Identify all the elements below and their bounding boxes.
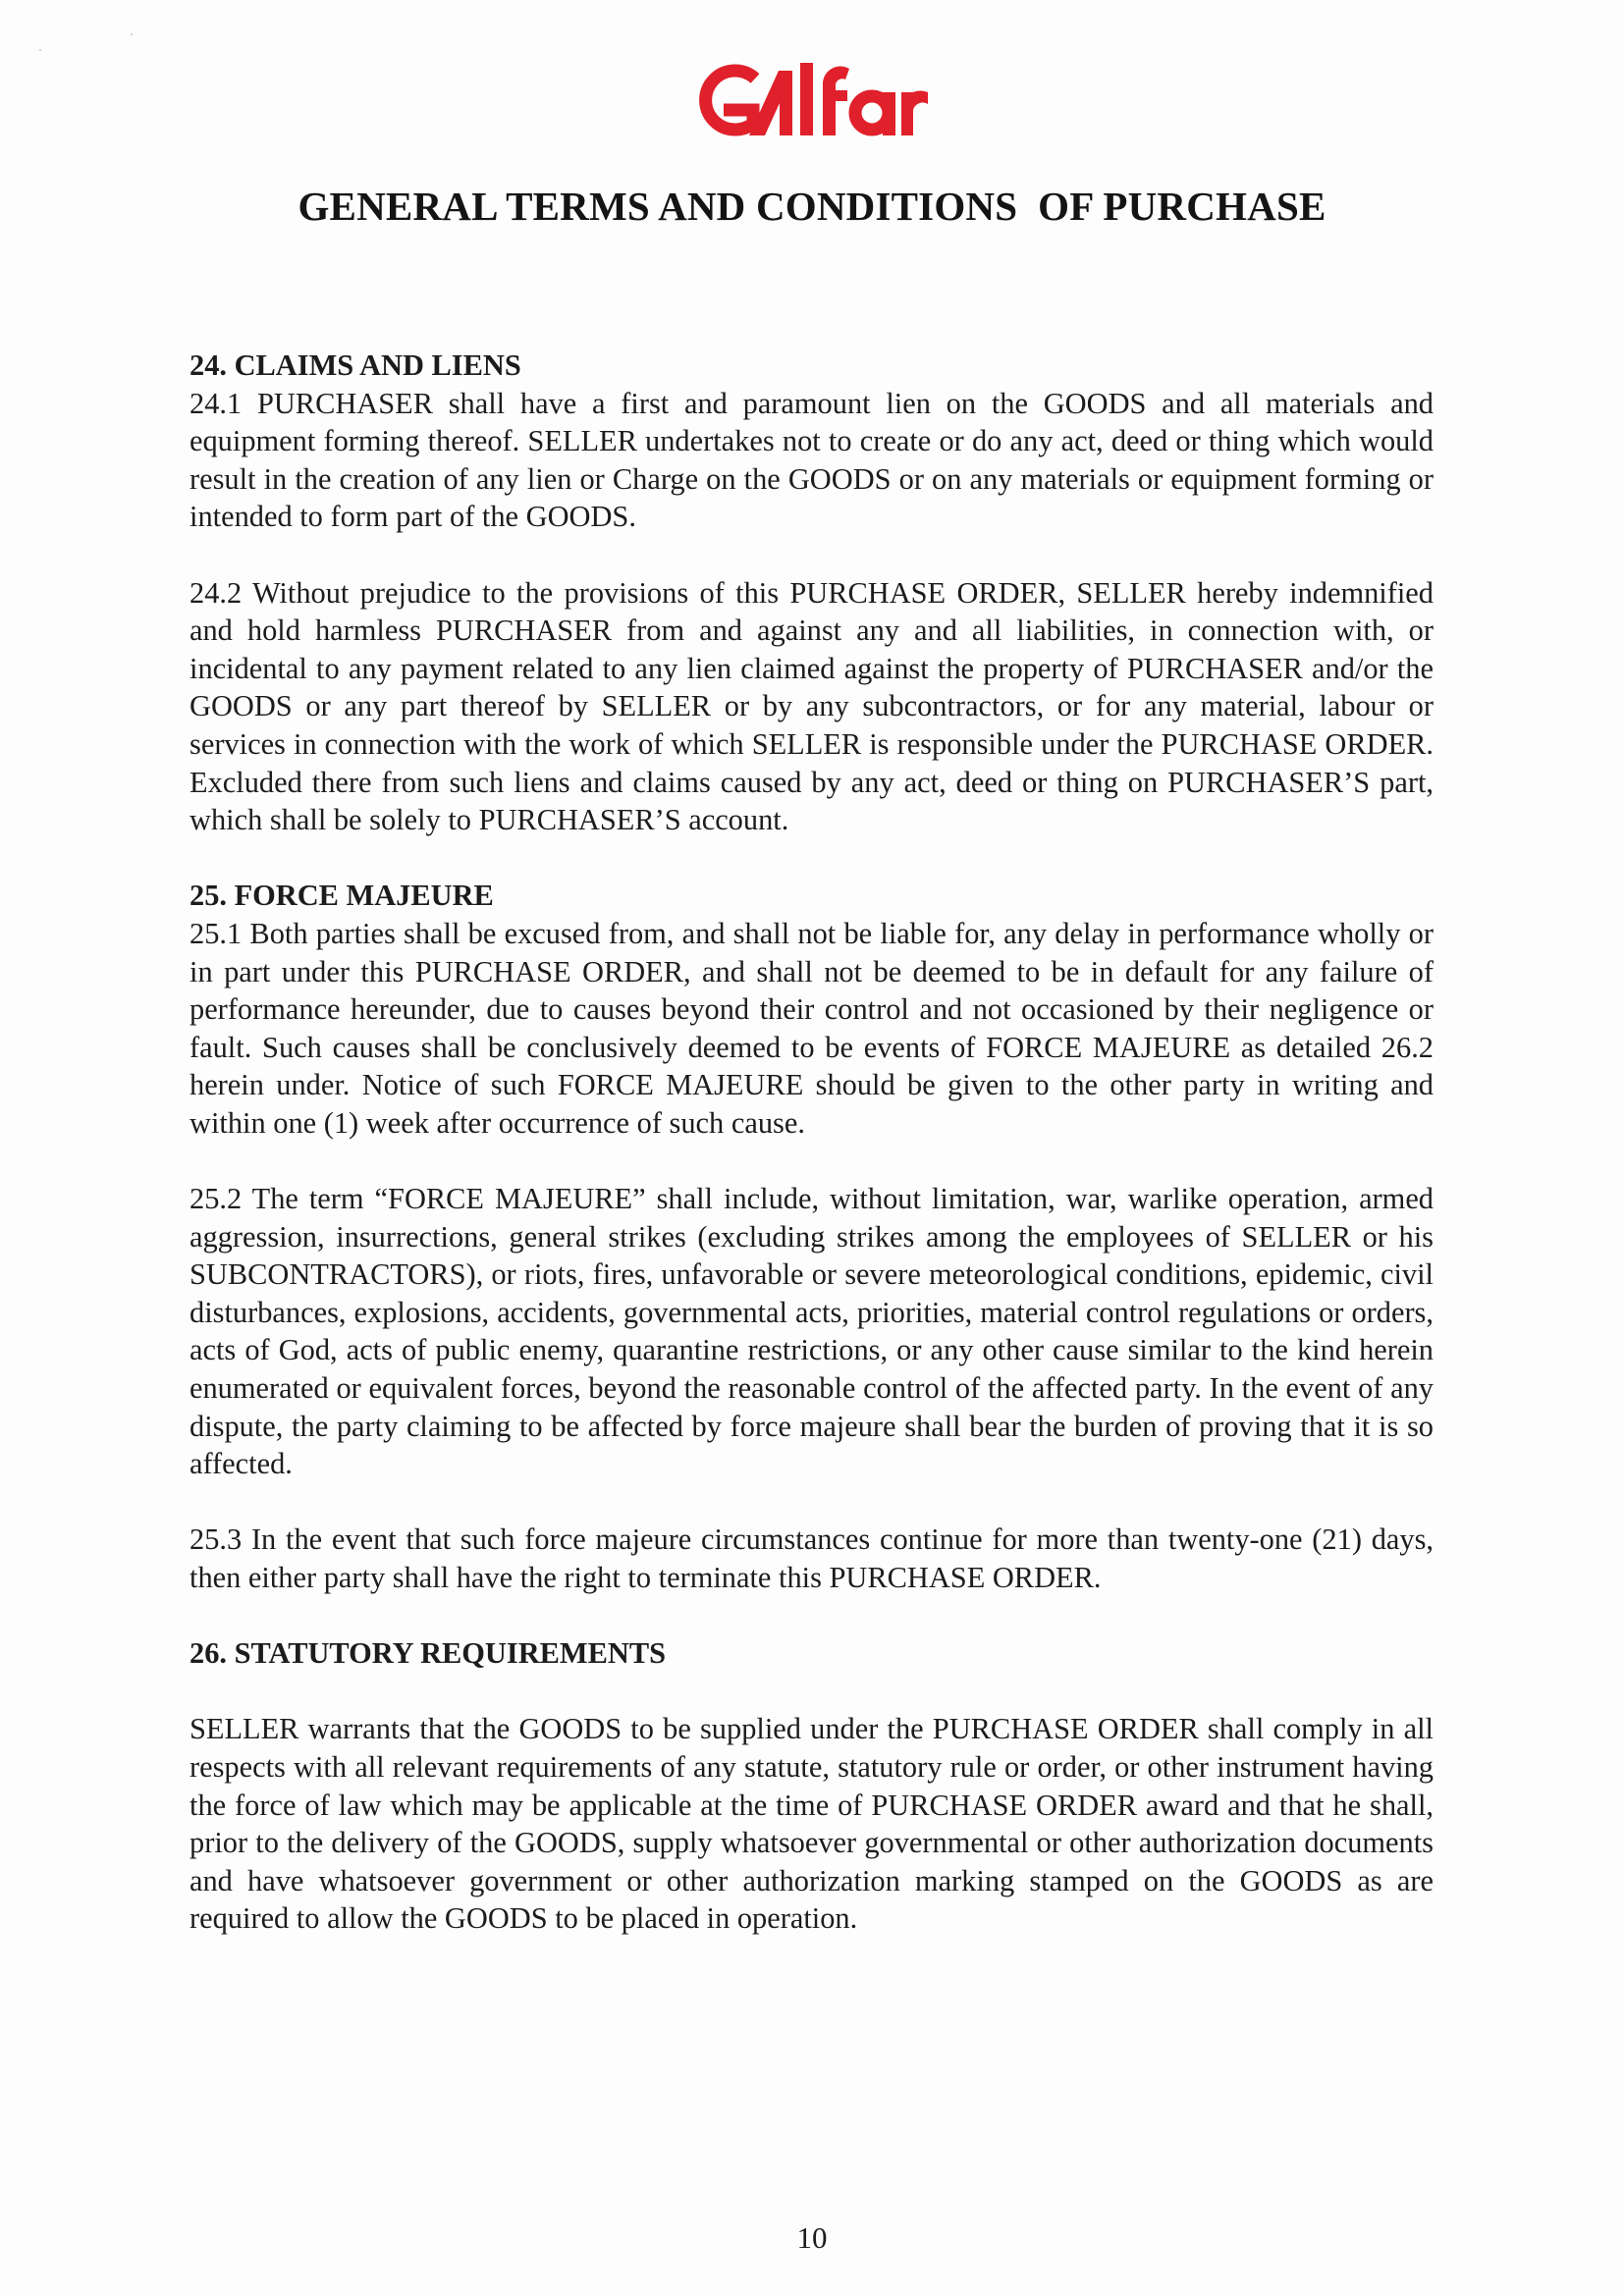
document-title: GENERAL TERMS AND CONDITIONS OF PURCHASE — [298, 184, 1326, 229]
section-heading: 26. STATUTORY REQUIREMENTS — [189, 1636, 666, 1671]
page-number: 10 — [796, 2220, 828, 2255]
section-statutory-requirements — [189, 1634, 1434, 1938]
galfar-logo-icon — [694, 49, 930, 147]
clause-24-1: 24.1 PURCHASER shall have a first and paramount lien on the GOODS and all materials and equipment forming thereof. SELLER undertakes not to create or do any act, deed or thing which would result in the creation of any lien or Charge on the GOODS or on any materials or equipment forming or intended to form part of the GOODS. — [189, 386, 1434, 534]
document-body — [189, 347, 1434, 1938]
clause-26: SELLER warrants that the GOODS to be supplied under the PURCHASE ORDER shall comply in all respects with all relevant requirements of any statute, statutory rule or order, or other instrument having the force of law which may be applicable at the time of PURCHASE ORDER award and that he shall, prior to the delivery of the GOODS, supply whatsoever governmental or other authorization documents and have whatsoever government or other authorization marking stamped on the GOODS as are required to allow the GOODS to be placed in operation. — [189, 1712, 1434, 1936]
section-heading: 24. CLAIMS AND LIENS — [189, 348, 521, 382]
company-logo — [0, 49, 1624, 147]
section-force-majeure — [189, 877, 1434, 1596]
clause-25-2: 25.2 The term “FORCE MAJEURE” shall include, without limitation, war, warlike operation, armed aggression, insurrections, general strikes (excluding strikes among the employees of SELLER or his SUBCONTRACTORS), or riots, fires, unfavorable or severe meteorological conditions, epidemic, civil disturbances, explosions, accidents, governmental acts, priorities, material control regulations or orders, acts of God, acts of public enemy, quarantine restrictions, or any other cause similar to the kind herein enumerated or equivalent forces, beyond the reasonable control of the affected party. In the event of any dispute, the party claiming to be affected by force majeure shall bear the burden of proving that it is so affected. — [189, 1182, 1434, 1481]
clause-25-1: 25.1 Both parties shall be excused from, and shall not be liable for, any delay in performance wholly or in part under this PURCHASE ORDER, and shall not be deemed to be in default for any failure of performance hereunder, due to causes beyond their control and not occasioned by their negligence or fault. Such causes shall be conclusively deemed to be events of FORCE MAJEURE as detailed 26.2 herein under. Notice of such FORCE MAJEURE should be given to the other party in writing and within one (1) week after occurrence of such cause. — [189, 916, 1434, 1140]
section-claims-and-liens — [189, 347, 1434, 839]
scan-speck — [131, 33, 133, 35]
clause-24-2: 24.2 Without prejudice to the provisions of this PURCHASE ORDER, SELLER hereby indemnified and hold harmless PURCHASER from and against any and all liabilities, in connection with, or incidental to any payment related to any lien claimed against the property of PURCHASER and/or the GOODS or any part thereof by SELLER or by any subcontractors, or for any material, labour or services in connection with the work of which SELLER is responsible under the PURCHASE ORDER. Excluded there from such liens and claims caused by any act, deed or thing on PURCHASER’S part, which shall be solely to PURCHASER’S account. — [189, 575, 1434, 837]
clause-25-3: 25.3 In the event that such force majeure circumstances continue for more than twenty-one (21) days, then either party shall have the right to terminate this PURCHASE ORDER. — [189, 1522, 1434, 1594]
section-heading: 25. FORCE MAJEURE — [189, 879, 494, 913]
